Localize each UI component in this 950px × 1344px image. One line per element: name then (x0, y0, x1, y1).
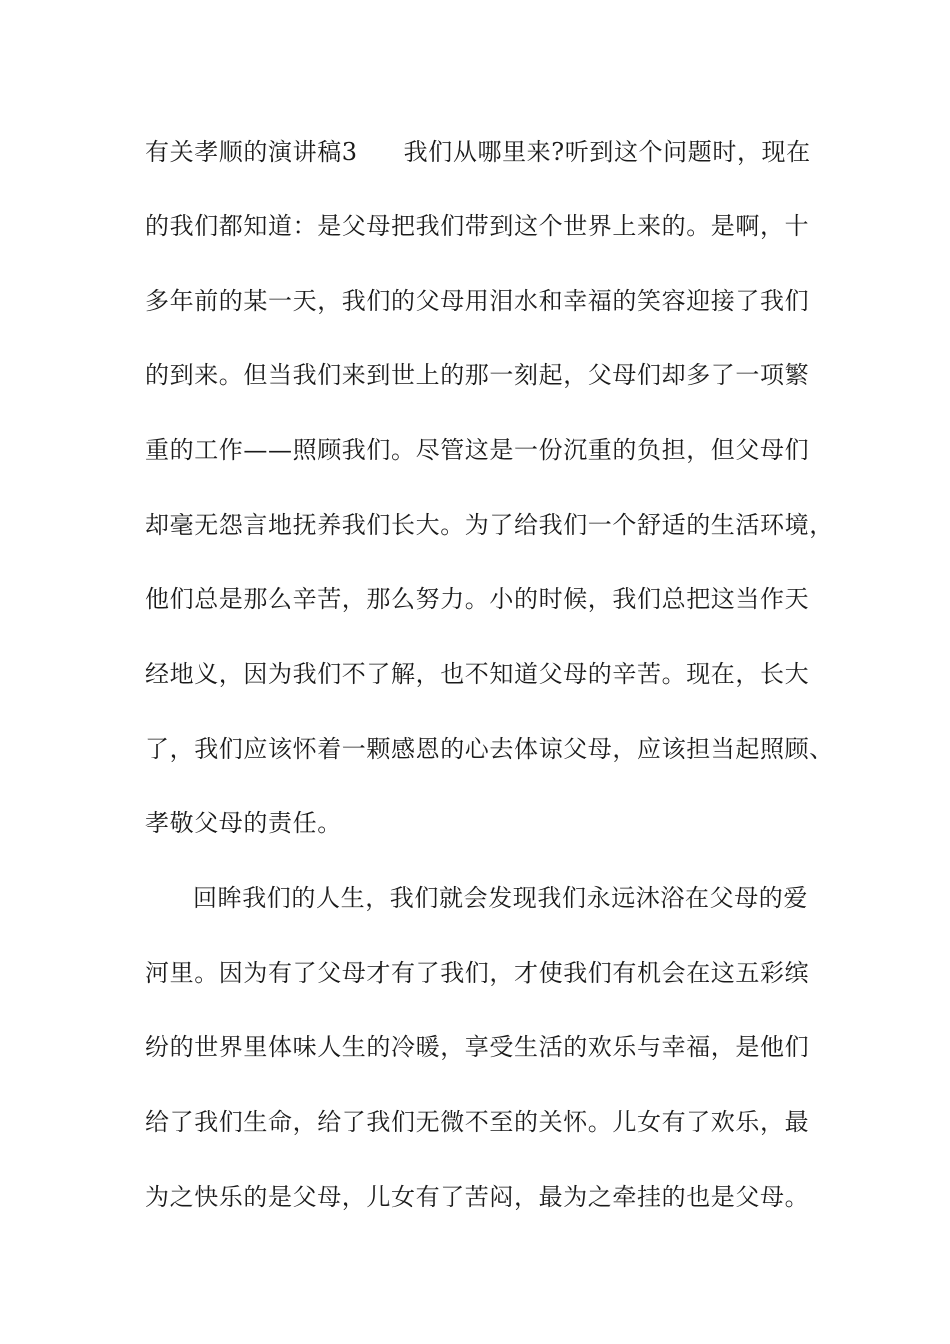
text-line-12: 河里。因为有了父母才有了我们，才使我们有机会在这五彩缤 (145, 959, 810, 987)
text-line-15: 为之快乐的是父母，儿女有了苦闷，最为之牵挂的也是父母。 (145, 1183, 810, 1211)
text-line-8: 经地义，因为我们不了解，也不知道父母的辛苦。现在，长大 (145, 660, 810, 688)
text-line-5: 重的工作——照顾我们。尽管这是一份沉重的负担，但父母们 (145, 436, 810, 464)
text-line-4: 的到来。但当我们来到世上的那一刻起，父母们却多了一项繁 (145, 361, 810, 389)
text-line-9: 了，我们应该怀着一颗感恩的心去体谅父母，应该担当起照顾、 (145, 735, 834, 763)
text-line-13: 纷的世界里体味人生的冷暖，享受生活的欢乐与幸福，是他们 (145, 1033, 810, 1061)
text-line-2: 的我们都知道：是父母把我们带到这个世界上来的。是啊，十 (145, 212, 810, 240)
text-line-6: 却毫无怨言地抚养我们长大。为了给我们一个舒适的生活环境， (145, 511, 834, 539)
text-line-11: 回眸我们的人生，我们就会发现我们永远沐浴在父母的爱 (193, 884, 808, 912)
text-line-7: 他们总是那么辛苦，那么努力。小的时候，我们总把这当作天 (145, 585, 810, 613)
text-line-1 (145, 132, 845, 172)
paragraph-1-start: 我们从哪里来?听到这个问题时，现在 (403, 138, 811, 166)
text-line-14: 给了我们生命，给了我们无微不至的关怀。儿女有了欢乐，最 (145, 1108, 810, 1136)
document-title: 有关孝顺的演讲稿3 (145, 138, 358, 166)
text-line-3: 多年前的某一天，我们的父母用泪水和幸福的笑容迎接了我们 (145, 287, 810, 315)
text-line-10: 孝敬父母的责任。 (145, 809, 342, 837)
